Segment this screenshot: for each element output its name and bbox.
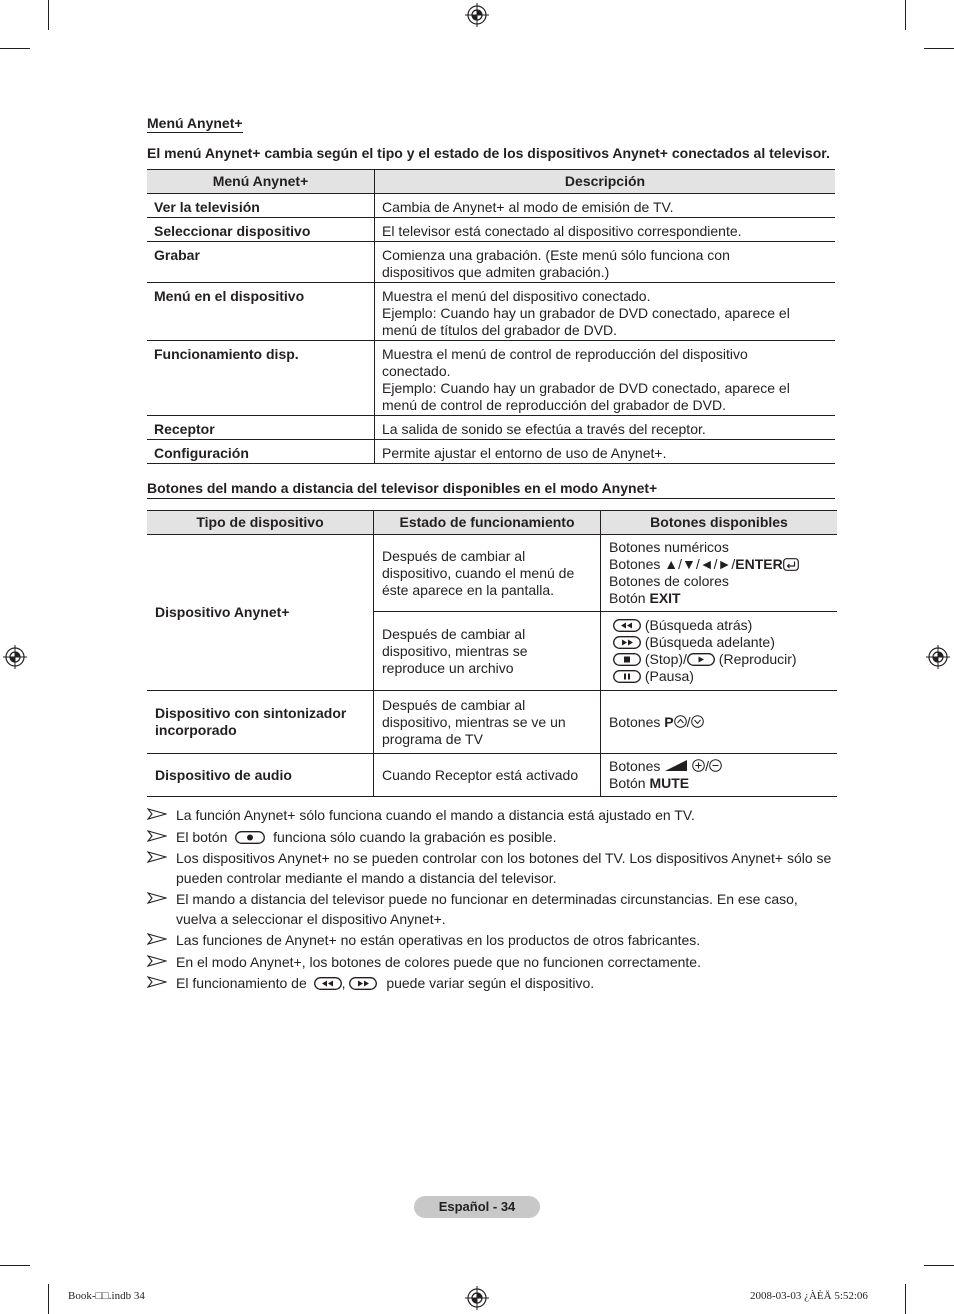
crop-mark [905, 1284, 906, 1314]
note-text: Los dispositivos Anynet+ no se pueden controlar con los botones del TV. Los dispositivos Anynet+ sólo se pueden controlar mediante el mando a distancia del televisor. [176, 850, 832, 886]
note-arrow-icon [147, 830, 167, 842]
table-row [147, 341, 835, 416]
note-item: El funcionamiento de , puede variar según el dispositivo. [147, 974, 837, 994]
registration-mark-icon [465, 1286, 489, 1310]
mute-prefix: Botón [609, 775, 650, 791]
registration-mark-icon [3, 645, 27, 669]
buttons-line: Botones / [609, 758, 829, 775]
note-item [147, 931, 837, 951]
state-cell: Cuando Receptor está activado [374, 754, 601, 797]
column-header-device-type: Tipo de dispositivo [147, 511, 374, 535]
state-cell: Después de cambiar al dispositivo, mientras se reproduce un archivo [374, 612, 601, 691]
registration-mark-icon [465, 3, 489, 27]
note-text: En el modo Anynet+, los botones de colores puede que no funcionen correctamente. [176, 953, 701, 970]
arrow-buttons-text: Botones ▲/▼/◄/►/ [609, 556, 736, 572]
page-number-badge: Español - 34 [414, 1196, 540, 1218]
note-arrow-icon [147, 933, 167, 945]
buttons-cell: Botones P / [601, 691, 838, 754]
buttons-cell [601, 754, 838, 797]
channel-down-icon [691, 715, 704, 728]
buttons-line [609, 775, 829, 792]
stop-button-icon [613, 653, 641, 666]
rewind-button-icon [314, 977, 342, 990]
note-text: puede variar según el dispositivo. [386, 975, 595, 991]
channel-p-label: P [664, 713, 674, 730]
note-text: El botón [176, 828, 228, 845]
buttons-line [613, 668, 829, 685]
buttons-line: Botones numéricos [609, 539, 729, 555]
mute-label: MUTE [649, 775, 690, 791]
menu-cell: Receptor [147, 416, 375, 440]
registration-mark-icon [926, 645, 950, 669]
table-row [147, 218, 835, 242]
buttons-line [609, 556, 829, 573]
table-row [147, 440, 835, 464]
rewind-label: (Búsqueda atrás) [644, 617, 753, 633]
table-row [147, 416, 835, 440]
table-row [147, 754, 837, 797]
description-cell: Comienza una grabación. (Este menú sólo funciona con dispositivos que admiten grabación.) [375, 242, 836, 283]
menu-cell: Ver la televisión [147, 194, 375, 218]
note-arrow-icon [147, 892, 167, 904]
note-item [147, 849, 837, 888]
description-cell: La salida de sonido se efectúa a través del receptor. [375, 416, 836, 440]
note-item [147, 953, 837, 973]
menu-cell: Grabar [147, 242, 375, 283]
crop-mark [48, 0, 49, 30]
description-line: Ejemplo: Cuando hay un grabador de DVD conectado, aparece el menú de títulos del grabador de DVD. [382, 305, 790, 338]
table-row [147, 283, 835, 341]
pause-button-icon [613, 670, 641, 683]
buttons-line: Botones de colores [609, 573, 729, 589]
remote-buttons-table [147, 510, 837, 797]
menu-cell: Seleccionar dispositivo [147, 218, 375, 242]
section-heading-remote-buttons: Botones del mando a distancia del televisor disponibles en el modo Anynet+ [147, 480, 835, 499]
column-header-state: Estado de funcionamiento [374, 511, 601, 535]
note-text: El funcionamiento de [176, 975, 307, 991]
volume-icon [664, 759, 688, 772]
buttons-line [613, 651, 829, 668]
buttons-line [613, 617, 829, 634]
note-text: El mando a distancia del televisor puede no funcionar en determinadas circunstancias. En ese caso, vuelva a seleccionar el dispositivo Anynet+. [176, 891, 798, 927]
enter-label: ENTER [735, 556, 783, 572]
play-button-icon [687, 653, 715, 666]
crop-mark [924, 48, 954, 49]
device-type-cell: Dispositivo con sintonizador incorporado [147, 691, 374, 754]
play-label: (Reproducir) [714, 651, 797, 667]
description-line: Muestra el menú de control de reproducción del dispositivo conectado. [382, 346, 748, 379]
anynet-menu-table [147, 169, 835, 464]
buttons-cell [601, 535, 838, 612]
note-item [147, 806, 837, 826]
column-header-menu: Menú Anynet+ [147, 170, 375, 194]
state-cell: Después de cambiar al dispositivo, mientras se ve un programa de TV [374, 691, 601, 754]
note-text: Las funciones de Anynet+ no están operativas en los productos de otros fabricantes. [176, 932, 701, 948]
table-row [147, 691, 837, 754]
note-text: La función Anynet+ sólo funciona cuando el mando a distancia está ajustado en TV. [176, 807, 695, 823]
volume-buttons-prefix: Botones [609, 758, 665, 774]
note-item [147, 828, 837, 848]
channel-buttons-prefix: Botones [609, 713, 665, 730]
print-slug-file: Book-□□.indb 34 [68, 1290, 145, 1302]
description-line: Ejemplo: Cuando hay un grabador de DVD conectado, aparece el menú de control de reproducción del grabador de DVD. [382, 380, 790, 413]
buttons-cell [601, 612, 838, 691]
table-row [147, 242, 835, 283]
stop-label: (Stop)/ [644, 651, 687, 667]
page-content [147, 115, 837, 996]
print-slug-date: 2008-03-03 ¿ÀÈÄ 5:52:06 [750, 1290, 868, 1302]
fast-forward-button-icon [613, 636, 641, 649]
note-text: funciona sólo cuando la grabación es posible. [273, 828, 557, 845]
section-heading-anynet-menu: Menú Anynet+ [147, 115, 243, 131]
exit-label: EXIT [649, 590, 681, 606]
note-arrow-icon [147, 955, 167, 967]
table-header-row [147, 511, 837, 535]
description-line: Muestra el menú del dispositivo conectado. [382, 288, 651, 304]
menu-cell: Configuración [147, 440, 375, 464]
buttons-line [613, 634, 829, 651]
volume-down-icon [709, 759, 722, 772]
device-type-cell: Dispositivo Anynet+ [147, 535, 374, 691]
exit-prefix: Botón [609, 590, 650, 606]
description-cell: Permite ajustar el entorno de uso de Anynet+. [375, 440, 836, 464]
state-cell: Después de cambiar al dispositivo, cuando el menú de éste aparece en la pantalla. [374, 535, 601, 612]
enter-icon [783, 558, 799, 571]
crop-mark [48, 1284, 49, 1314]
note-arrow-icon [147, 808, 167, 820]
fast-forward-label: (Búsqueda adelante) [644, 634, 775, 650]
description-cell [375, 341, 836, 416]
note-arrow-icon [147, 976, 167, 988]
crop-mark [905, 0, 906, 30]
column-header-buttons: Botones disponibles [601, 511, 838, 535]
rewind-button-icon [613, 619, 641, 632]
menu-cell: Menú en el dispositivo [147, 283, 375, 341]
fast-forward-button-icon [349, 977, 377, 990]
description-cell [375, 283, 836, 341]
column-header-description: Descripción [375, 170, 836, 194]
pause-label: (Pausa) [644, 668, 694, 684]
crop-mark [0, 1265, 30, 1266]
device-type-cell: Dispositivo de audio [147, 754, 374, 797]
description-cell: Cambia de Anynet+ al modo de emisión de TV. [375, 194, 836, 218]
volume-up-icon [692, 759, 705, 772]
channel-up-icon [674, 715, 687, 728]
notes-list [147, 806, 837, 994]
table-row [147, 194, 835, 218]
description-cell: El televisor está conectado al dispositivo correspondiente. [375, 218, 836, 242]
menu-cell: Funcionamiento disp. [147, 341, 375, 416]
record-button-icon [235, 831, 265, 844]
buttons-line [609, 590, 829, 607]
crop-mark [924, 1265, 954, 1266]
table-row [147, 535, 837, 612]
note-item [147, 890, 837, 929]
crop-mark [0, 48, 30, 49]
note-arrow-icon [147, 851, 167, 863]
table-header-row [147, 170, 835, 194]
section-intro: El menú Anynet+ cambia según el tipo y el estado de los dispositivos Anynet+ conectados al televisor. [147, 145, 830, 161]
